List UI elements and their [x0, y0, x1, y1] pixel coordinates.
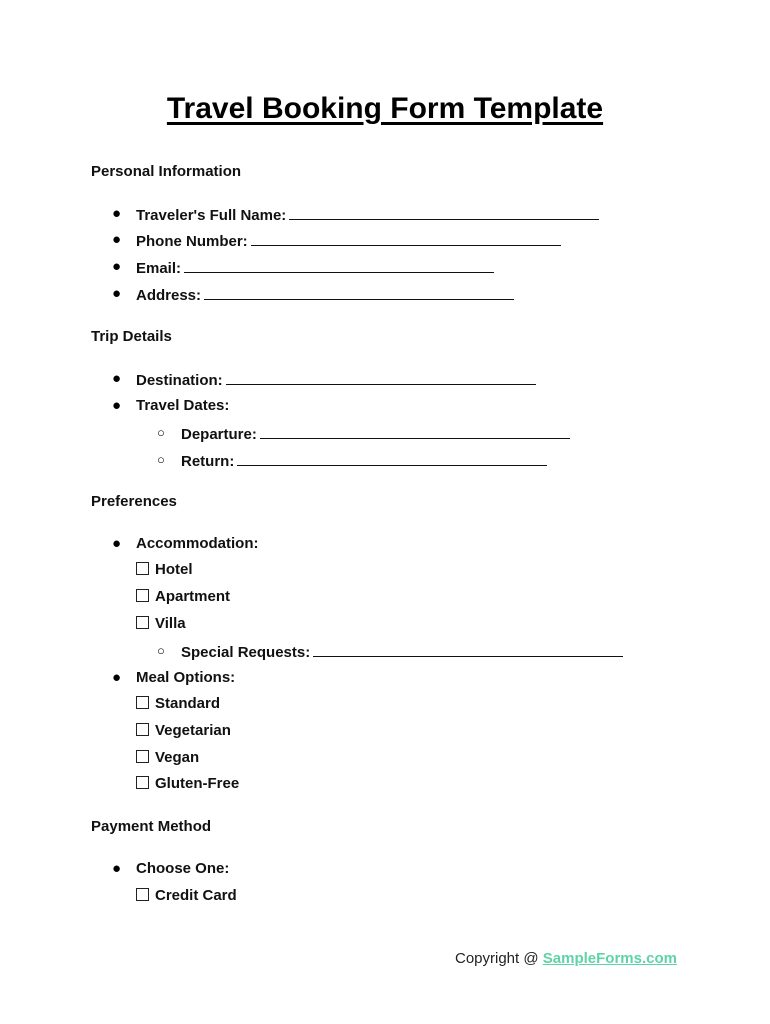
blank-line[interactable]	[226, 370, 536, 385]
field-special-requests[interactable]	[181, 642, 623, 662]
blank-line[interactable]	[204, 285, 514, 300]
footer-link[interactable]: SampleForms.com	[542, 950, 677, 967]
checkbox-label: Credit Card	[155, 887, 237, 904]
field-departure[interactable]	[181, 424, 570, 444]
blank-line[interactable]	[237, 451, 547, 466]
checkbox-option[interactable]	[136, 588, 230, 606]
circle-bullet-icon: ○	[157, 643, 165, 658]
checkbox-icon[interactable]	[136, 776, 149, 789]
section-heading-personal: Personal Information	[91, 163, 242, 180]
checkbox-option[interactable]	[136, 561, 193, 579]
footer-copyright	[455, 950, 677, 967]
page-title: Travel Booking Form Template	[166, 92, 604, 125]
checkbox-label: Vegan	[155, 749, 200, 766]
checkbox-icon[interactable]	[136, 589, 149, 602]
bullet-icon: ●	[112, 205, 122, 222]
checkbox-label: Standard	[155, 695, 221, 712]
checkbox-icon[interactable]	[136, 723, 149, 736]
bullet-icon: ●	[112, 285, 122, 302]
blank-line[interactable]	[289, 205, 599, 220]
checkbox-label: Vegetarian	[155, 722, 231, 739]
bullet-icon: ●	[112, 860, 122, 877]
field-label: Special Requests:	[181, 644, 311, 661]
bullet-icon: ●	[112, 231, 122, 248]
section-heading-payment: Payment Method	[91, 818, 212, 835]
copyright-text: Copyright @	[455, 950, 543, 967]
checkbox-label: Hotel	[155, 561, 193, 578]
field-travel-dates: Travel Dates:	[136, 397, 230, 414]
checkbox-label: Gluten-Free	[155, 775, 240, 792]
checkbox-icon[interactable]	[136, 696, 149, 709]
checkbox-icon[interactable]	[136, 750, 149, 763]
field-phone-number[interactable]	[136, 231, 561, 251]
field-label: Departure:	[181, 426, 257, 443]
bullet-icon: ●	[112, 669, 122, 686]
field-label: Destination:	[136, 372, 223, 389]
field-label: Traveler's Full Name:	[136, 207, 287, 224]
blank-line[interactable]	[260, 424, 570, 439]
checkbox-option[interactable]	[136, 887, 237, 905]
section-heading-preferences: Preferences	[91, 493, 177, 510]
checkbox-icon[interactable]	[136, 888, 149, 901]
bullet-icon: ●	[112, 258, 122, 275]
checkbox-option[interactable]	[136, 695, 220, 713]
field-address[interactable]	[136, 285, 514, 305]
checkbox-option[interactable]	[136, 615, 186, 633]
blank-line[interactable]	[184, 258, 494, 273]
field-choose-one: Choose One:	[136, 860, 230, 877]
bullet-icon: ●	[112, 397, 122, 414]
blank-line[interactable]	[313, 642, 623, 657]
field-label: Return:	[181, 453, 235, 470]
circle-bullet-icon: ○	[157, 452, 165, 467]
bullet-icon: ●	[112, 370, 122, 387]
section-heading-trip: Trip Details	[91, 328, 172, 345]
checkbox-icon[interactable]	[136, 562, 149, 575]
field-label: Address:	[136, 287, 202, 304]
checkbox-option[interactable]	[136, 722, 231, 740]
checkbox-label: Villa	[155, 615, 186, 632]
bullet-icon: ●	[112, 535, 122, 552]
field-full-name[interactable]	[136, 205, 599, 225]
field-destination[interactable]	[136, 370, 536, 390]
field-email[interactable]	[136, 258, 494, 278]
field-return[interactable]	[181, 451, 547, 471]
field-accommodation: Accommodation:	[136, 535, 259, 552]
checkbox-option[interactable]	[136, 749, 199, 767]
checkbox-option[interactable]	[136, 775, 239, 793]
circle-bullet-icon: ○	[157, 425, 165, 440]
field-meal-options: Meal Options:	[136, 669, 236, 686]
checkbox-label: Apartment	[155, 588, 231, 605]
field-label: Phone Number:	[136, 233, 248, 250]
checkbox-icon[interactable]	[136, 616, 149, 629]
blank-line[interactable]	[251, 231, 561, 246]
field-label: Email:	[136, 260, 182, 277]
